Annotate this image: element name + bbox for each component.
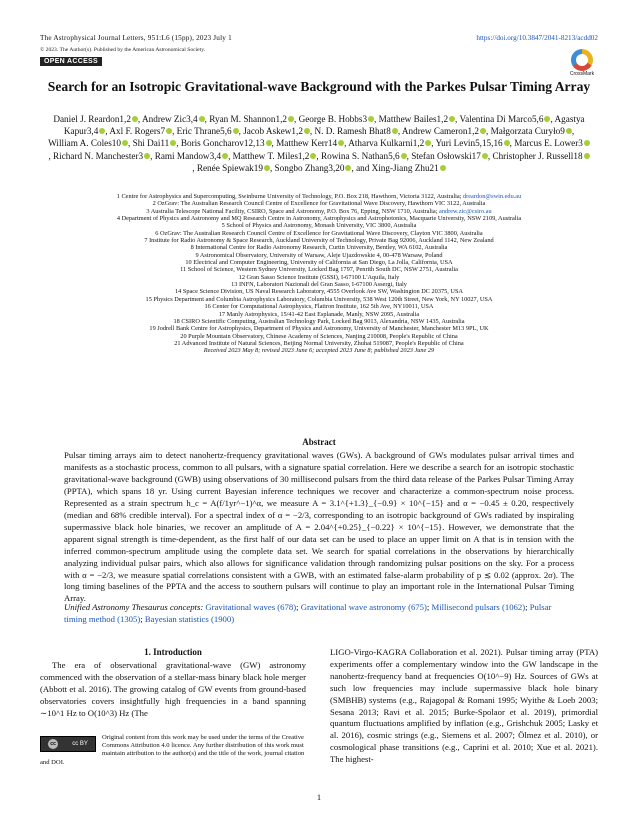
orcid-icon[interactable] — [233, 128, 239, 134]
author-name: Andrew Cameron1,2 — [401, 126, 479, 137]
abstract-text: Pulsar timing arrays aim to detect nanohertz-frequency gravitational waves (GWs). A background of GWs modulates pulsar arrival times and manifests as a stochastic process, common to all pulsars, with a signature spatial correlation. Here we describe a search for an isotropic stochastic gravitational-wave background (GWB) using observations of 30 millisecond pulsars from the third data release of the Parkes Pulsar Timing Array (PPTA), which spans 18 yr. Using current Bayesian inference techniques we recover and characterize a common-spectrum noise process. Represented as a strain spectrum h_c = A(f/1yr^−1)^α, we measure A = 3.1^{+1.3}_{−0.9} × 10^{−15} and α = −0.45 ± 0.20, respectively (median and 68% credible interval). For a spectral index of α = −2/3, corresponding to an isotropic background of GWs radiated by inspiraling supermassive black hole binaries, we recover an amplitude of A = 2.04^{+0.25}_{−0.22} × 10^{−15}. However, we demonstrate that the apparent signal strength is time-dependent, as the first half of our data set can be used to place an upper limit on A that is in tension with the inferred common-spectrum amplitude using the complete data set. We search for spatial correlations in the observations by hierarchically analyzing individual pulsar pairs, which also allows for significance validation through randomizing pulsar positions on the sky. For a process with α = −2/3, we measure spatial correlations consistent with a GWB, with an estimated false-alarm probability of p ≲ 0.02 (approx. 2σ). The long timing baselines of the PPTA and the access to southern pulsars will continue to play an important role in the International Pulsar Timing Array. — [64, 450, 574, 604]
affiliation-20: 20 Purple Mountain Observatory, Chinese Academy of Sciences, Nanjing 210008, People's Republic of China — [180, 332, 458, 340]
author-name: Małgorzata Curyło9 — [490, 126, 565, 137]
orcid-icon[interactable] — [449, 116, 455, 122]
author-name: Matthew Kerr14 — [276, 138, 338, 149]
crossmark-icon — [571, 49, 593, 71]
orcid-icon[interactable] — [482, 153, 488, 159]
section-heading: 1. Introduction — [144, 647, 202, 657]
author-name: Stefan Osłowski17 — [411, 150, 481, 161]
crossmark-label: CrossMark — [569, 71, 595, 77]
orcid-icon[interactable] — [425, 140, 431, 146]
author-name: Jacob Askew1,2 — [243, 126, 303, 137]
keywords: Unified Astronomy Thesaurus concepts: Gravitational waves (678); Gravitational wave astronomy (675); Millisecond pulsars (1062); Pulsar timing method (1305); Bayesian statistics (1900) — [64, 602, 552, 624]
author-name: Ryan M. Shannon1,2 — [209, 114, 287, 124]
affiliation-13: 13 INFN, Laboratori Nazionali del Gran Sasso, I-67100 Assergi, Italy — [231, 281, 407, 289]
affiliation-17: 17 Manly Astrophysics, 15/41-42 East Esplanade, Manly, NSW 2095, Australia — [218, 310, 420, 318]
license-notice — [40, 734, 306, 767]
affiliation-18: 18 CSIRO Scientific Computing, Australian Technology Park, Locked Bag 9013, Alexandria, NSW 1435, Australia — [173, 317, 465, 325]
orcid-icon[interactable] — [566, 128, 572, 134]
affiliation-9: 9 Astronomical Observatory, University of Warsaw, Aleje Ujazdowskie 4, 00-478 Warsaw, Poland — [195, 251, 443, 259]
orcid-icon[interactable] — [584, 140, 590, 146]
keyword-link[interactable]: Gravitational waves (678) — [205, 602, 297, 612]
orcid-icon[interactable] — [338, 140, 344, 146]
author-name: Axl F. Rogers7 — [109, 126, 166, 137]
email-link[interactable]: andrew.zic@csiro.au — [439, 207, 492, 215]
affiliation-5: 5 School of Physics and Astronomy, Monash University, VIC 3800, Australia — [221, 222, 417, 230]
orcid-icon[interactable] — [504, 140, 510, 146]
author-name: Yuri Levin5,15,16 — [435, 138, 503, 149]
orcid-icon[interactable] — [170, 140, 176, 146]
author-name: Andrew Zic3,4 — [142, 114, 198, 124]
orcid-icon[interactable] — [304, 128, 310, 134]
author-name: Christopher J. Russell18 — [492, 150, 583, 161]
affiliation-16: 16 Center for Computational Astrophysics, Flatiron Institute, 162 5th Ave, NY10011, USA — [204, 303, 434, 311]
orcid-icon[interactable] — [122, 140, 128, 146]
affiliation-15: 15 Physics Department and Columbia Astrophysics Laboratory, Columbia University, 538 West 120th Street, New York, NY 10027, USA — [145, 295, 493, 303]
orcid-icon[interactable] — [144, 153, 150, 159]
orcid-icon[interactable] — [266, 140, 272, 146]
author-name: Matthew T. Miles1,2 — [232, 150, 310, 161]
orcid-icon[interactable] — [99, 128, 105, 134]
author-name: Valentina Di Marco5,6 — [459, 114, 544, 124]
copyright-line: © 2023. The Author(s). Published by the American Astronomical Society. — [40, 47, 206, 53]
abstract-heading: Abstract — [302, 437, 336, 447]
orcid-icon[interactable] — [440, 165, 446, 171]
orcid-icon[interactable] — [368, 116, 374, 122]
orcid-icon[interactable] — [288, 116, 294, 122]
author-name: Richard N. Manchester3 — [53, 150, 144, 161]
affiliation-10: 10 Electrical and Computer Engineering, University of California at San Diego, La Jolla, California, USA — [185, 259, 453, 267]
keywords-label: Unified Astronomy Thesaurus concepts: — [64, 602, 204, 612]
license-text: Original content from this work may be used under the terms of the Creative Commons Attribution 4.0 licence. Any further distribution of this work must maintain attribution to the author(s) and the title of the work, journal citation and DOI. — [40, 734, 305, 766]
publication-dates: Received 2023 May 8; revised 2023 June 6; accepted 2023 June 8; published 2023 June 29 — [203, 347, 435, 355]
affiliation-7: 7 Institute for Radio Astronomy & Space Research, Auckland University of Technology, Private Bag 92006, Auckland 1142, New Zealand — [144, 237, 494, 245]
keyword-link[interactable]: Pulsar timing method (1305) — [64, 602, 552, 624]
keyword-link[interactable]: Millisecond pulsars (1062) — [431, 602, 526, 612]
orcid-icon[interactable] — [264, 165, 270, 171]
orcid-icon[interactable] — [584, 153, 590, 159]
author-list: Daniel J. Reardon1,2 , Andrew Zic3,4 , Ryan M. Shannon1,2 , George B. Hobbs3 , Matthew Bailes1,2 , Valentina Di Marco5,6 , Agastya Kapur3,4 , Axl F. Rogers7 , Eric Thrane5,6 , Jacob Askew1,2 , N. D. Ramesh Bhat8 , Andrew Cameron1,2 , Małgorzata Curyło9 , William A. Coles10 , Shi Dai11 , Boris Goncharov12,13 , Matthew Kerr14 , Atharva Kulkarni1,2 , Yuri Levin5,15,16 , Marcus E. Lower3, Richard N. Manchester3 , Rami Mandow3,4 , Matthew T. Miles1,2 , Rowina S. Nathan5,6 , Stefan Osłowski17 , Christopher J. Russell18, Renée Spiewak19 , Songbo Zhang3,20 , and Xing-Jiang Zhu21 — [48, 113, 590, 174]
author-name: Renée Spiewak19 — [196, 162, 263, 173]
orcid-icon[interactable] — [345, 165, 351, 171]
open-access-badge: OPEN ACCESS — [40, 57, 102, 66]
affiliation-21: 21 Advanced Institute of Natural Sciences, Beijing Normal University, Zhuhai 519087, People's Republic of China — [174, 339, 464, 347]
affiliations — [40, 193, 598, 355]
affiliation-3: 3 Australia Telescope National Facility, CSIRO, Space and Astronomy, P.O. Box 76, Epping, NSW 1710, Australia; andrew.zic@csiro.au — [146, 207, 492, 215]
orcid-icon[interactable] — [199, 116, 205, 122]
author-name: Marcus E. Lower3 — [514, 138, 583, 149]
orcid-icon[interactable] — [480, 128, 486, 134]
affiliation-2: 2 OzGrav: The Australian Research Council Centre of Excellence for Gravitational Wave Discovery, Hawthorn VIC 3122, Australia — [152, 200, 486, 208]
affiliation-14: 14 Space Science Division, US Naval Research Laboratory, 4555 Overlook Ave SW, Washington DC 20375, USA — [174, 288, 464, 296]
author-name: Rowina S. Nathan5,6 — [320, 150, 400, 161]
page-number: 1 — [316, 792, 322, 802]
cc-by-icon[interactable]: cc cc BY — [40, 736, 96, 752]
orcid-icon[interactable] — [392, 128, 398, 134]
author-name: George B. Hobbs3 — [298, 114, 368, 124]
affiliation-12: 12 Gran Sasso Science Institute (GSSI), I-67100 L'Aquila, Italy — [238, 273, 400, 281]
orcid-icon[interactable] — [310, 153, 316, 159]
author-name: Eric Thrane5,6 — [176, 126, 232, 137]
journal-header: The Astrophysical Journal Letters, 951:L6 (15pp), 2023 July 1 — [40, 34, 232, 42]
intro-paragraph: The era of observational gravitational-wave (GW) astronomy commenced with the observation of a stellar-mass binary black hole merger (Abbott et al. 2016). The growing catalog of GW events from ground-based observatories covers insightfully high frequencies in a band spanning ∼10^1 Hz to O(10^3) Hz (The — [40, 660, 306, 718]
email-link[interactable]: dreardon@swin.edu.au — [462, 193, 522, 200]
keyword-link[interactable]: Gravitational wave astronomy (675) — [300, 602, 427, 612]
affiliation-1: 1 Centre for Astrophysics and Supercomputing, Swinburne University of Technology, P.O. Box 218, Hawthorn, Victoria 3122, Australia; dreardon@swin.edu.au — [116, 193, 522, 200]
author-name: N. D. Ramesh Bhat8 — [314, 126, 391, 137]
affiliation-6: 6 OzGrav: The Australian Research Council Centre of Excellence for Gravitational Wave Discovery, Clayton VIC 3800, Australia — [155, 229, 483, 237]
orcid-icon[interactable] — [132, 116, 138, 122]
author-name: Songbo Zhang3,20 — [274, 162, 345, 173]
keyword-link[interactable]: Bayesian statistics (1900) — [144, 613, 235, 624]
author-name: and Xing-Jiang Zhu21 — [356, 162, 439, 173]
author-name: William A. Coles10 — [48, 138, 121, 149]
crossmark-badge[interactable] — [566, 49, 598, 77]
affiliation-8: 8 International Centre for Radio Astronomy Research, Curtin University, Bentley, WA 6102, Australia — [190, 244, 448, 252]
author-name: Daniel J. Reardon1,2 — [53, 114, 131, 124]
paper-title: Search for an Isotropic Gravitational-wave Background with the Parkes Pulsar Timing Array — [47, 79, 591, 94]
orcid-icon[interactable] — [222, 153, 228, 159]
author-name: Agastya Kapur3,4 — [63, 114, 585, 137]
affiliation-4: 4 Department of Physics and Astronomy and MQ Research Centre in Astronomy, Astrophysics and Astrophotonics, Macquarie University, NSW 2109, Australia — [116, 215, 522, 223]
author-name: Rami Mandow3,4 — [154, 150, 222, 161]
orcid-icon[interactable] — [401, 153, 407, 159]
affiliation-19: 19 Jodrell Bank Centre for Astrophysics, Department of Physics and Astronomy, University of Manchester, Manchester M13 9PL, UK — [149, 325, 489, 333]
doi-link[interactable]: https://doi.org/10.3847/2041-8213/acdd02 — [476, 34, 598, 42]
author-name: Boris Goncharov12,13 — [180, 138, 265, 149]
author-name: Atharva Kulkarni1,2 — [348, 138, 425, 149]
orcid-icon[interactable] — [544, 116, 550, 122]
author-name: Matthew Bailes1,2 — [378, 114, 449, 124]
right-column-text: LIGO-Virgo-KAGRA Collaboration et al. 2021). Pulsar timing array (PTA) experiments offer a complementary window into the GW landscape in the nanohertz-frequency band at frequencies O(10^−9) Hz. Sources of GWs at such low frequencies may include supermassive black hole binary (SMBHB) systems (e.g., Rajagopal & Romani 1995; Wyithe & Loeb 2003; Sesana 2013; Ravi et al. 2015; Burke-Spolaor et al. 2019), primordial quantum fluctuations amplified by inflation (e.g., Grishchuk 2005; Lasky et al. 2016), cosmic strings (e.g., Siemens et al. 2007; Ölmez et al. 2010), or cosmological phase transitions (e.g., Caprini et al. 2010; Xue et al. 2021). The highest- — [330, 647, 598, 765]
orcid-icon[interactable] — [166, 128, 172, 134]
author-name: Shi Dai11 — [132, 138, 170, 149]
affiliation-11: 11 School of Science, Western Sydney University, Locked Bag 1797, Penrith South DC, NSW 2751, Australia — [180, 266, 458, 274]
